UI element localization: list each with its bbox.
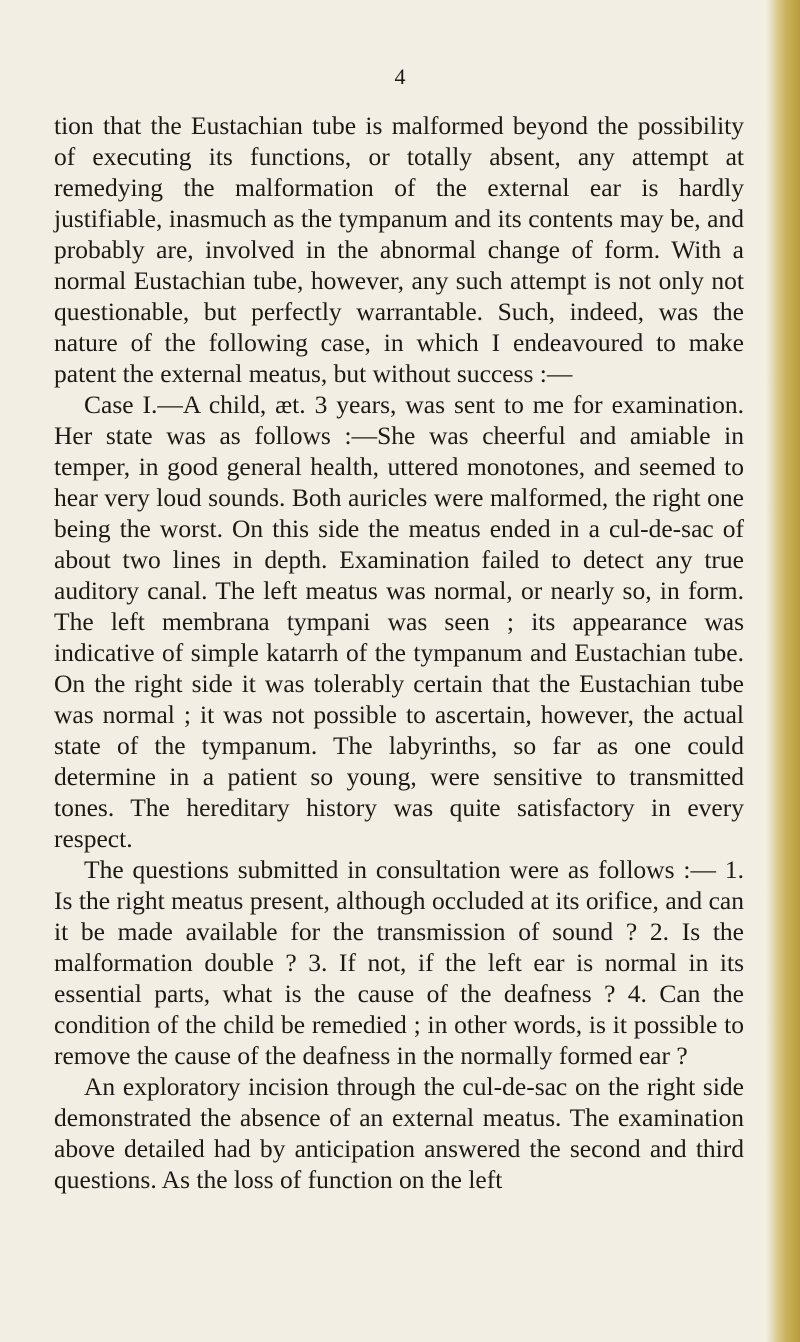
paragraph-4: An exploratory incision through the cul-de-sac on the right side demonstrated the absence of an external meatus. The examination above detailed had by anticipation answered the second and third questions. As the loss of function on the left — [54, 1072, 744, 1194]
paragraph-1: tion that the Eustachian tube is malformed beyond the possibility of executing its functions, or totally absent, any attempt at remedying the malformation of the external ear is hardly justifiable, inasmuch as the tympanum and its contents may be, and probably are, involved in the abnormal change of form. With a normal Eustachian tube, however, any such attempt is not only not questionable, but perfectly warrantable. Such, indeed, was the nature of the following case, in which I endeavoured to make patent the external meatus, but without success :— — [54, 111, 744, 388]
paragraph-2: Case I.—A child, æt. 3 years, was sent to me for examination. Her state was as follows :—She was cheerful and amiable in temper, in good general health, uttered monotones, and seemed to hear very loud sounds. Both auricles were malformed, the right one being the worst. On this side the meatus ended in a cul-de-sac of about two lines in depth. Examination failed to detect any true auditory canal. The left meatus was normal, or nearly so, in form. The left membrana tympani was seen ; its appearance was indicative of simple katarrh of the tympanum and Eustachian tube. On the right side it was tolerably certain that the Eustachian tube was normal ; it was not possible to ascertain, however, the actual state of the tympanum. The labyrinths, so far as one could determine in a patient so young, were sensitive to transmitted tones. The hereditary history was quite satisfactory in every respect. — [54, 390, 744, 853]
paragraph-3: The questions submitted in consultation were as follows :— 1. Is the right meatus present, although occluded at its orifice, and can it be made available for the transmission of sound ? 2. Is the malformation double ? 3. If not, if the left ear is normal in its essential parts, what is the cause of the deafness ? 4. Can the condition of the child be remedied ; in other words, is it possible to remove the cause of the deafness in the normally formed ear ? — [54, 855, 744, 1070]
body-text — [54, 110, 744, 1195]
page-number: 4 — [394, 64, 406, 89]
page-edge — [766, 0, 800, 1342]
